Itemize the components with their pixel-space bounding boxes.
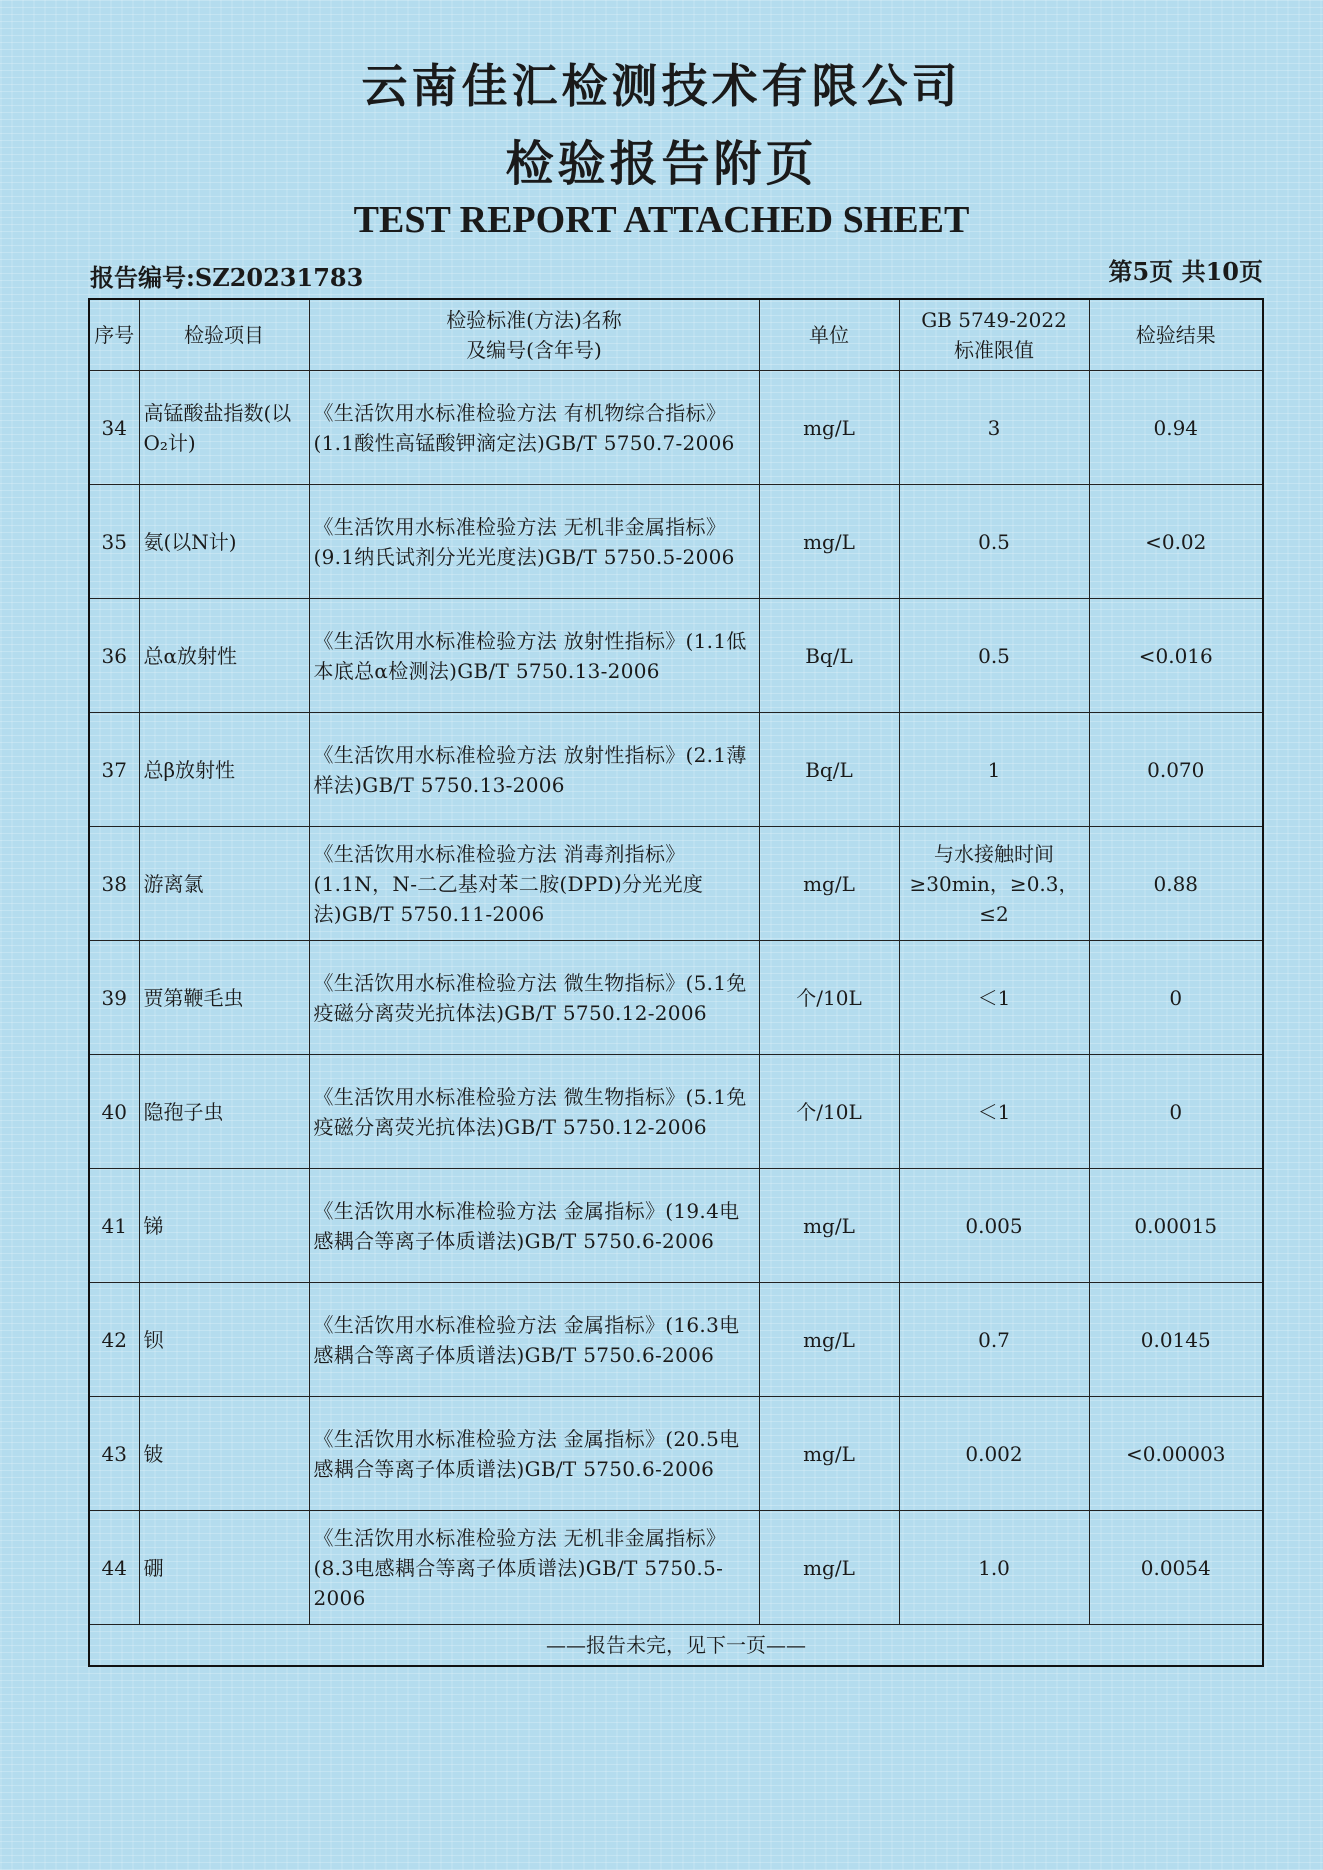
cell-result: <0.00003	[1089, 1397, 1263, 1511]
cell-unit: 个/10L	[759, 941, 899, 1055]
cell-limit: ＜1	[899, 941, 1089, 1055]
results-table-body	[89, 299, 1263, 1666]
report-number: 报告编号:SZ20231783	[90, 263, 364, 292]
cell-result: 0.88	[1089, 827, 1263, 941]
cell-item: 锑	[139, 1169, 309, 1283]
table-row	[89, 941, 1263, 1055]
cell-result: 0.0054	[1089, 1511, 1263, 1625]
header-no: 序号	[89, 299, 139, 371]
cell-limit: 0.5	[899, 485, 1089, 599]
continued-note: ——报告未完，见下一页——	[89, 1625, 1263, 1667]
cell-item: 隐孢子虫	[139, 1055, 309, 1169]
cell-no: 40	[89, 1055, 139, 1169]
cell-unit: mg/L	[759, 1169, 899, 1283]
cell-method: 《生活饮用水标准检验方法 金属指标》(16.3电感耦合等离子体质谱法)GB/T 5750.6-2006	[309, 1283, 759, 1397]
cell-unit: Bq/L	[759, 713, 899, 827]
cell-method: 《生活饮用水标准检验方法 无机非金属指标》(8.3电感耦合等离子体质谱法)GB/T 5750.5-2006	[309, 1511, 759, 1625]
table-row	[89, 599, 1263, 713]
cell-result: 0.0145	[1089, 1283, 1263, 1397]
cell-no: 36	[89, 599, 139, 713]
cell-limit: 0.002	[899, 1397, 1089, 1511]
cell-unit: mg/L	[759, 1397, 899, 1511]
cell-method: 《生活饮用水标准检验方法 微生物指标》(5.1免疫磁分离荧光抗体法)GB/T 5750.12-2006	[309, 1055, 759, 1169]
cell-unit: mg/L	[759, 827, 899, 941]
cell-no: 34	[89, 371, 139, 485]
cell-item: 游离氯	[139, 827, 309, 941]
company-name: 云南佳汇检测技术有限公司	[361, 59, 962, 113]
cell-no: 37	[89, 713, 139, 827]
cell-limit: 1	[899, 713, 1089, 827]
cell-no: 35	[89, 485, 139, 599]
cell-item: 高锰酸盐指数(以O₂计)	[139, 371, 309, 485]
cell-method: 《生活饮用水标准检验方法 放射性指标》(1.1低本底总α检测法)GB/T 5750.13-2006	[309, 599, 759, 713]
cell-item: 氨(以N计)	[139, 485, 309, 599]
cell-unit: mg/L	[759, 485, 899, 599]
table-row	[89, 713, 1263, 827]
header-method	[309, 299, 759, 371]
cell-result: <0.02	[1089, 485, 1263, 599]
cell-no: 38	[89, 827, 139, 941]
cell-result: 0.94	[1089, 371, 1263, 485]
cell-method: 《生活饮用水标准检验方法 无机非金属指标》(9.1纳氏试剂分光光度法)GB/T 5750.5-2006	[309, 485, 759, 599]
header-result: 检验结果	[1089, 299, 1263, 371]
page-number: 第5页 共10页	[1108, 257, 1263, 286]
table-header-row	[89, 299, 1263, 371]
table-row	[89, 1511, 1263, 1625]
cell-result: 0.00015	[1089, 1169, 1263, 1283]
header-method-line2: 及编号(含年号)	[466, 338, 602, 362]
cell-limit: 0.7	[899, 1283, 1089, 1397]
header-limit-line2: 标准限值	[954, 338, 1034, 362]
cell-method: 《生活饮用水标准检验方法 消毒剂指标》(1.1N，N-二乙基对苯二胺(DPD)分光光度法)GB/T 5750.11-2006	[309, 827, 759, 941]
cell-result: 0	[1089, 941, 1263, 1055]
table-footer-row	[89, 1625, 1263, 1667]
cell-unit: mg/L	[759, 1283, 899, 1397]
table-row	[89, 827, 1263, 941]
table-row	[89, 1055, 1263, 1169]
cell-limit: 0.005	[899, 1169, 1089, 1283]
cell-no: 41	[89, 1169, 139, 1283]
cell-limit: 3	[899, 371, 1089, 485]
header-unit: 单位	[759, 299, 899, 371]
table-row	[89, 1169, 1263, 1283]
cell-method: 《生活饮用水标准检验方法 金属指标》(20.5电感耦合等离子体质谱法)GB/T 5750.6-2006	[309, 1397, 759, 1511]
page-title-en: TEST REPORT ATTACHED SHEET	[353, 199, 970, 241]
cell-item: 铍	[139, 1397, 309, 1511]
cell-unit: mg/L	[759, 371, 899, 485]
cell-no: 43	[89, 1397, 139, 1511]
cell-limit: 1.0	[899, 1511, 1089, 1625]
cell-item: 硼	[139, 1511, 309, 1625]
cell-method: 《生活饮用水标准检验方法 微生物指标》(5.1免疫磁分离荧光抗体法)GB/T 5750.12-2006	[309, 941, 759, 1055]
cell-unit: Bq/L	[759, 599, 899, 713]
cell-unit: mg/L	[759, 1511, 899, 1625]
header-method-line1: 检验标准(方法)名称	[446, 308, 622, 332]
results-table	[88, 298, 1264, 1667]
table-row	[89, 485, 1263, 599]
cell-no: 42	[89, 1283, 139, 1397]
cell-limit: 0.5	[899, 599, 1089, 713]
cell-unit: 个/10L	[759, 1055, 899, 1169]
page-title-cn: 检验报告附页	[505, 136, 818, 192]
cell-method: 《生活饮用水标准检验方法 金属指标》(19.4电感耦合等离子体质谱法)GB/T 5750.6-2006	[309, 1169, 759, 1283]
cell-no: 44	[89, 1511, 139, 1625]
table-row	[89, 371, 1263, 485]
cell-item: 总α放射性	[139, 599, 309, 713]
cell-item: 贾第鞭毛虫	[139, 941, 309, 1055]
cell-limit: ＜1	[899, 1055, 1089, 1169]
table-row	[89, 1283, 1263, 1397]
cell-method: 《生活饮用水标准检验方法 放射性指标》(2.1薄样法)GB/T 5750.13-2006	[309, 713, 759, 827]
cell-method: 《生活饮用水标准检验方法 有机物综合指标》(1.1酸性高锰酸钾滴定法)GB/T 5750.7-2006	[309, 371, 759, 485]
cell-result: 0	[1089, 1055, 1263, 1169]
header-limit	[899, 299, 1089, 371]
cell-item: 总β放射性	[139, 713, 309, 827]
cell-result: 0.070	[1089, 713, 1263, 827]
cell-limit: 与水接触时间≥30min，≥0.3，≤2	[899, 827, 1089, 941]
cell-result: <0.016	[1089, 599, 1263, 713]
table-row	[89, 1397, 1263, 1511]
cell-no: 39	[89, 941, 139, 1055]
header-item: 检验项目	[139, 299, 309, 371]
cell-item: 钡	[139, 1283, 309, 1397]
header-limit-line1: GB 5749-2022	[921, 308, 1067, 332]
